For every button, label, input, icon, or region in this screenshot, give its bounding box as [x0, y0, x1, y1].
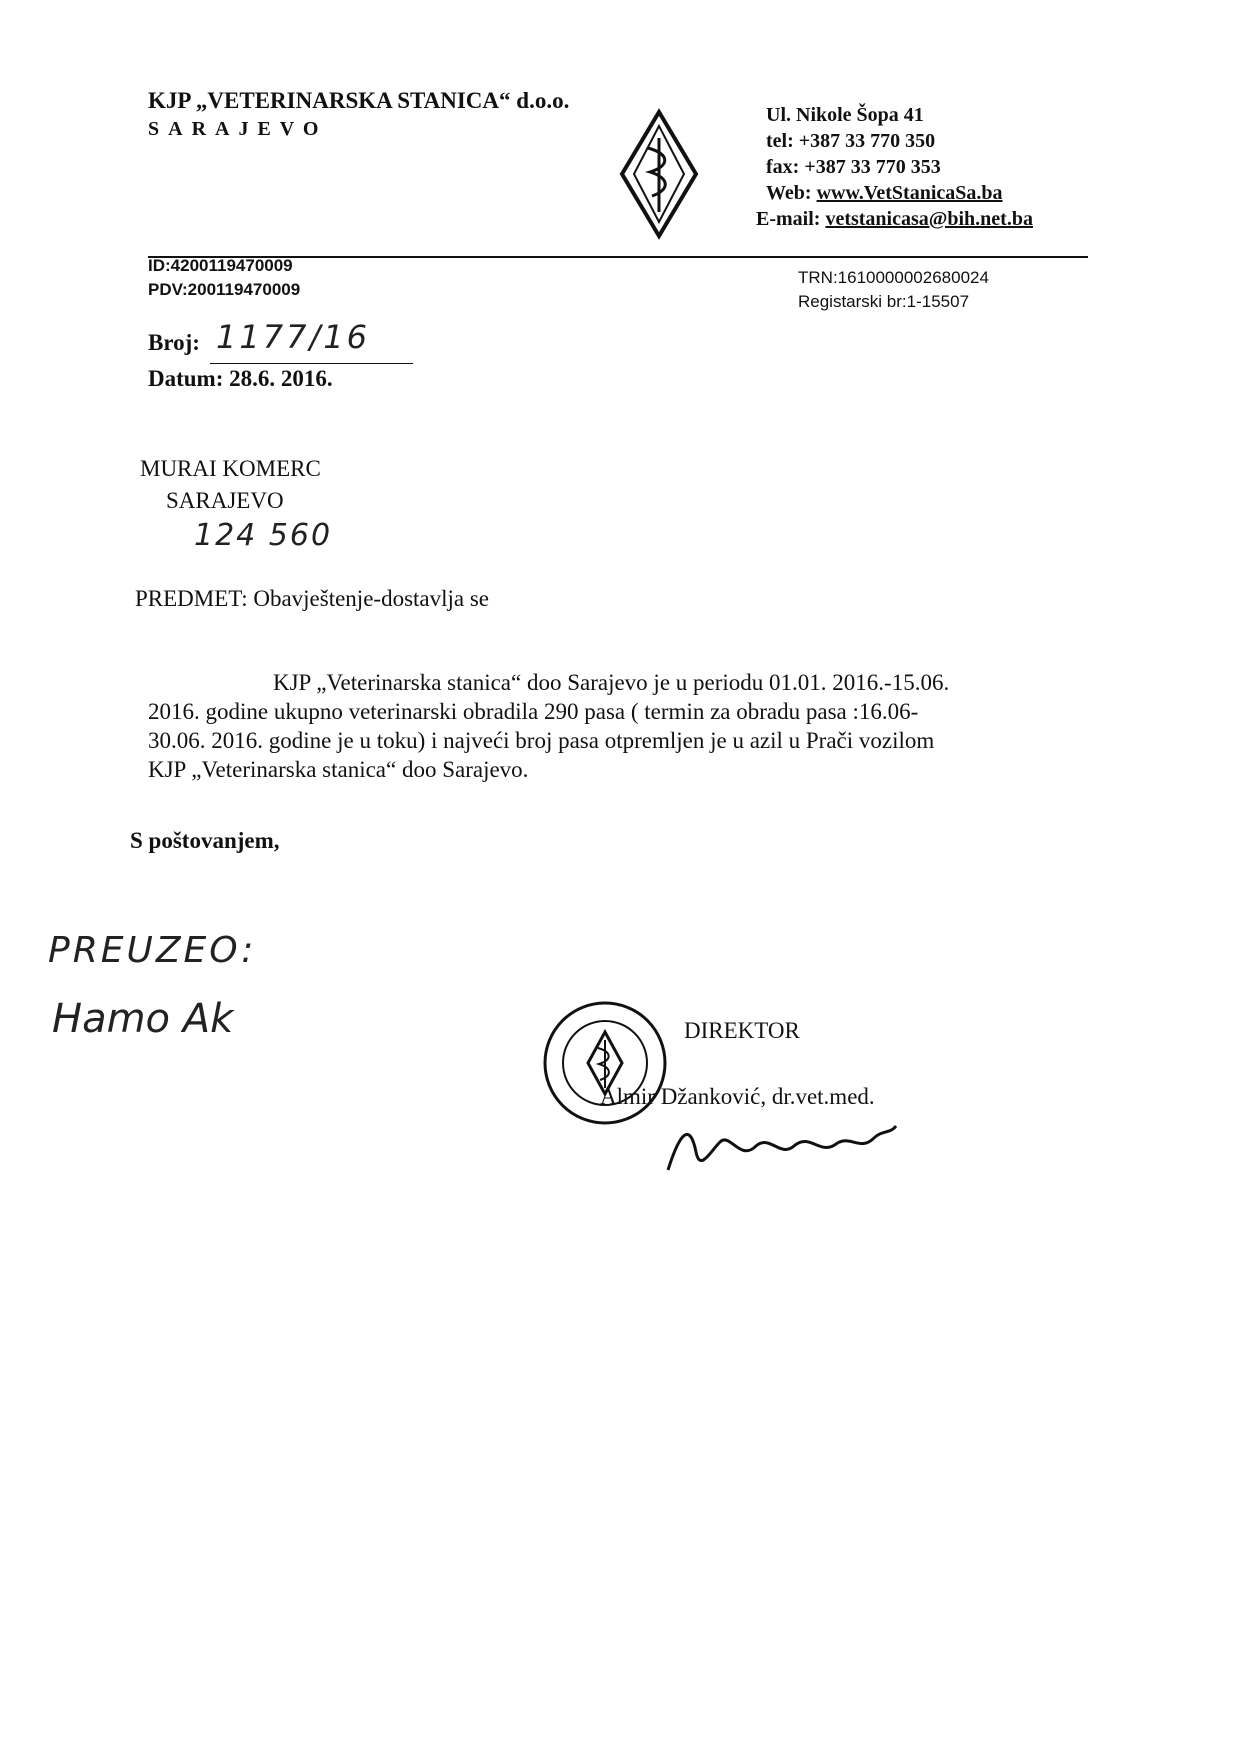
director-signature-icon	[660, 1112, 900, 1182]
website-link[interactable]: www.VetStanicaSa.ba	[816, 182, 1003, 204]
date: Datum: 28.6. 2016.	[148, 366, 333, 391]
subject-label: PREDMET:	[135, 586, 248, 611]
body-line: KJP „Veterinarska stanica“ doo Sarajevo je u periodu 01.01. 2016.-15.06.	[273, 670, 950, 695]
received-signature: Hamo Ak	[52, 996, 234, 1042]
email-link[interactable]: vetstanicasa@bih.net.ba	[825, 208, 1033, 230]
subject-text: Obavještenje-dostavlja se	[253, 586, 490, 611]
recipient-handwritten-note: 124 560	[194, 518, 333, 553]
body-line: KJP „Veterinarska stanica“ doo Sarajevo.	[148, 757, 529, 782]
email-row	[756, 208, 1033, 231]
company-trn: TRN:1610000002680024	[798, 268, 989, 287]
received-label: PREUZEO:	[48, 930, 257, 971]
body-paragraph	[148, 668, 1068, 784]
web-label: Web:	[766, 182, 812, 204]
subject-line	[135, 586, 489, 612]
recipient-name: MURAI KOMERC	[140, 456, 321, 481]
closing: S poštovanjem,	[130, 828, 280, 853]
broj-label: Broj:	[148, 330, 200, 355]
phone: tel: +387 33 770 350	[766, 130, 936, 152]
company-name: KJP „VETERINARSKA STANICA“ d.o.o.	[148, 88, 570, 113]
address: Ul. Nikole Šopa 41	[766, 104, 924, 126]
recipient-city: SARAJEVO	[166, 488, 284, 513]
company-pdv: PDV:200119470009	[148, 280, 301, 299]
company-reg: Registarski br:1-15507	[798, 292, 970, 311]
fax: fax: +387 33 770 353	[766, 156, 941, 178]
caduceus-diamond-logo-icon	[618, 108, 700, 240]
company-id: ID:4200119470009	[148, 256, 293, 275]
company-city: SARAJEVO	[148, 118, 328, 140]
signatory-title: DIREKTOR	[684, 1018, 800, 1043]
body-line: 30.06. 2016. godine je u toku) i najveći broj pasa otpremljen je u azil u Prači vozilom	[148, 728, 935, 753]
broj-handwritten: 1177/16	[216, 318, 370, 356]
email-label: E-mail:	[756, 208, 821, 230]
signatory-name: Almir Džanković, dr.vet.med.	[600, 1084, 875, 1109]
website-row	[766, 182, 1003, 205]
body-line: 2016. godine ukupno veterinarski obradila 290 pasa ( termin za obradu pasa :16.06-	[148, 699, 919, 724]
broj-underline	[210, 363, 413, 364]
